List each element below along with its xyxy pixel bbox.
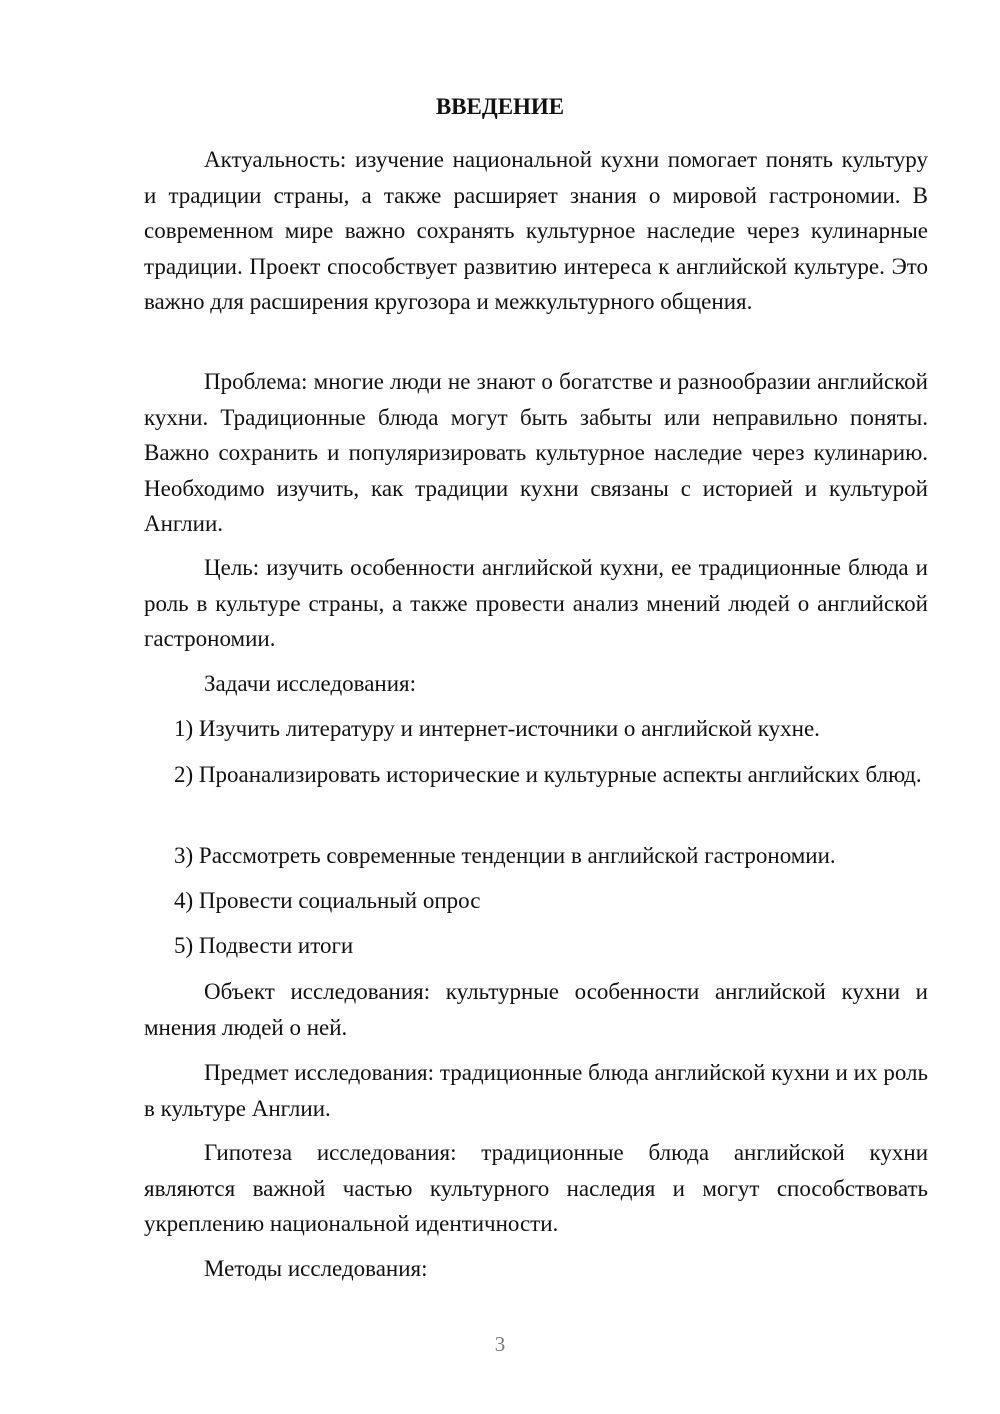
goal-paragraph: Цель: изучить особенности английской кухни, ее традиционные блюда и роль в культуре страны, а также провести анализ мнений людей о английской гастрономии. bbox=[144, 555, 928, 652]
methods-heading: Методы исследования: bbox=[204, 1256, 428, 1281]
problem-paragraph: Проблема: многие люди не знают о богатстве и разнообразии английской кухни. Традиционные блюда могут быть забыты или неправильно поняты. Важно сохранить и популяризировать культурное наследие через кулинарию. Необходимо изучить, как традиции кухни связаны с историей и культурой Англии. bbox=[144, 369, 928, 537]
tasks-heading: Задачи исследования: bbox=[204, 671, 417, 696]
page-number: 3 bbox=[494, 1332, 506, 1356]
task-item-3: 3) Рассмотреть современные тенденции в английской гастрономии. bbox=[174, 843, 836, 868]
task-item-5: 5) Подвести итоги bbox=[174, 933, 354, 958]
hypothesis-paragraph: Гипотеза исследования: традиционные блюда английской кухни являются важной частью культурного наследия и могут способствовать укреплению национальной идентичности. bbox=[144, 1140, 928, 1237]
task-item-1: 1) Изучить литературу и интернет-источники о английской кухне. bbox=[174, 716, 820, 741]
task-item-2: 2) Проанализировать исторические и культурные аспекты английских блюд. bbox=[174, 762, 922, 787]
subject-paragraph: Предмет исследования: традиционные блюда английской кухни и их роль в культуре Англии. bbox=[144, 1060, 928, 1121]
page-title: ВВЕДЕНИЕ bbox=[435, 94, 565, 119]
relevance-paragraph: Актуальность: изучение национальной кухни помогает понять культуру и традиции страны, а также расширяет знания о мировой гастрономии. В современном мире важно сохранять культурное наследие через кулинарные традиции. Проект способствует развитию интереса к английской культуре. Это важно для расширения кругозора и межкультурного общения. bbox=[144, 147, 928, 315]
object-paragraph: Объект исследования: культурные особенности английской кухни и мнения людей о ней. bbox=[144, 979, 928, 1040]
task-item-4: 4) Провести социальный опрос bbox=[174, 888, 481, 913]
